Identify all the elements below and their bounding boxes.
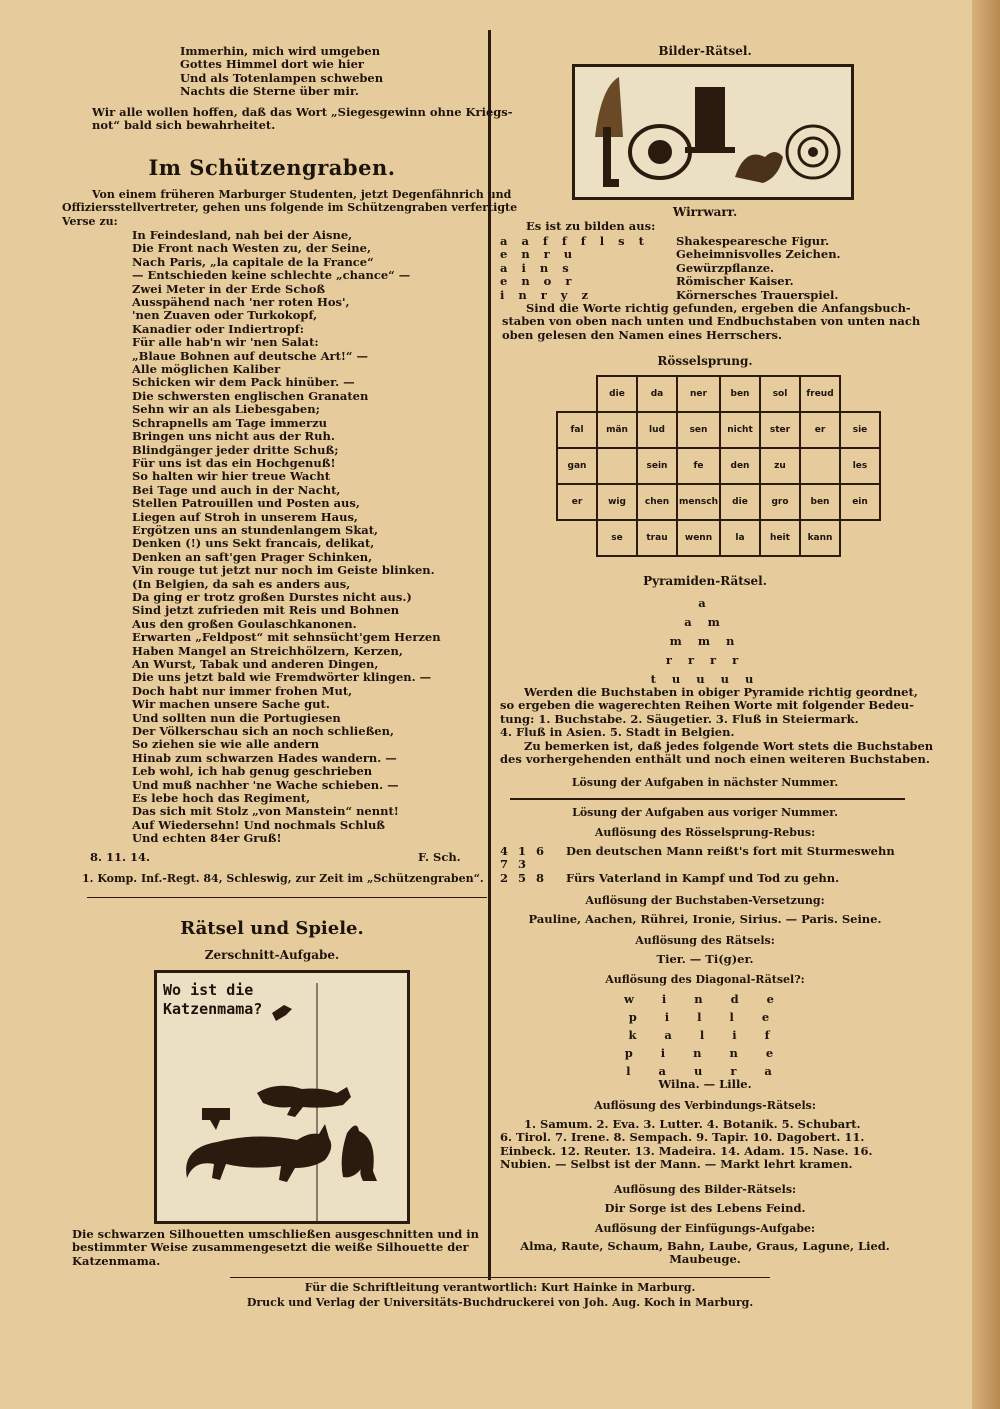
knight-cell <box>800 448 840 484</box>
knight-cell: mensch <box>677 484 720 520</box>
trench-poem-line: Die Front nach Westen zu, der Seine, <box>132 241 371 256</box>
wirr-title: Wirrwarr. <box>672 205 738 219</box>
cut-caption: Wo ist die Katzenmama? <box>163 981 263 1018</box>
sol-diag-title: Auflösung des Diagonal-Rätsel?: <box>605 973 805 986</box>
wirr-letters: e n o r <box>500 274 577 289</box>
wirr-text-line: oben gelesen den Namen eines Herrschers. <box>502 327 782 342</box>
bird-silhouette <box>272 1005 292 1021</box>
target-center <box>808 147 818 157</box>
trench-poem-line: Und muß nachher 'ne Wache schieben. — <box>132 777 399 792</box>
sol-pic: Dir Sorge ist des Lebens Feind. <box>604 1201 806 1215</box>
trench-poem-line: So ziehen sie wie alle andern <box>132 737 320 752</box>
trench-poem-line: In Feindesland, nah bei der Aisne, <box>132 228 353 242</box>
trench-title: Im Schützengraben. <box>148 155 396 180</box>
wirr-row <box>500 235 910 248</box>
pyramid-text-line: Werden die Buchstaben in obiger Pyramide richtig geordnet, <box>524 685 918 699</box>
trench-poem-line: Blindgänger jeder dritte Schuß; <box>132 442 339 457</box>
poem-date: 8. 11. 14. <box>90 850 151 864</box>
wirr-row <box>500 248 910 261</box>
wirr-meaning: Gewürzpflanze. <box>676 260 775 275</box>
knight-row <box>557 520 880 556</box>
wirr-row <box>500 262 910 275</box>
sol-insert-line: Maubeuge. <box>669 1252 741 1267</box>
sol-knight-nums: 4 1 6 <box>500 844 545 858</box>
poem-signature: F. Sch. <box>418 850 461 864</box>
top-poem <box>180 45 383 99</box>
top-poem-line: Und als Totenlampen schweben <box>180 70 384 85</box>
knight-cell: män <box>597 412 637 448</box>
footer-rule <box>230 1277 770 1278</box>
knight-cell: chen <box>637 484 677 520</box>
sol-knight-line <box>500 858 910 871</box>
cat-top-silhouette <box>257 1086 351 1117</box>
pyramid-text-line: tung: 1. Buchstabe. 2. Säugetier. 3. Fluß in Steiermark. <box>500 711 859 726</box>
sol-diag-row: p i n n e <box>624 1046 786 1060</box>
knight-cell: ner <box>677 376 720 412</box>
trench-poem-line: Schrapnells am Tage immerzu <box>132 415 327 430</box>
knight-cell: den <box>720 448 760 484</box>
wirr-letters: a a f f f l s t <box>500 234 649 248</box>
pyramid-row: r r r r <box>665 653 745 667</box>
sol-conn <box>500 1118 873 1172</box>
paper-edge <box>972 0 1000 1409</box>
sol-diag-row: w i n d e <box>623 992 786 1006</box>
trench-poem-line: Schicken wir dem Pack hinüber. — <box>132 375 355 390</box>
hat-brim <box>685 147 735 153</box>
wirr-text <box>502 302 920 342</box>
wirr-text-line: staben von oben nach unten und Endbuchstaben von unten nach <box>502 314 921 329</box>
trench-poem-line: Die uns jetzt bald wie Fremdwörter klingen. — <box>132 670 432 685</box>
knight-grid <box>556 375 881 557</box>
knight-cell: sol <box>760 376 800 412</box>
pyramid-note-line: des vorhergehenden enthält und noch einen weiteren Buchstaben. <box>500 752 930 767</box>
trench-poem-line: — Entschieden keine schlechte „chance“ — <box>132 268 411 283</box>
trench-poem-line: Doch habt nur immer frohen Mut, <box>132 683 353 698</box>
intro-line: Verse zu: <box>62 214 118 228</box>
pyramid-text-line: 4. Fluß in Asien. 5. Stadt in Belgien. <box>500 725 735 740</box>
trench-poem-line: Da ging er trotz großen Durstes nicht aus.) <box>132 589 412 604</box>
picture-riddle-title: Bilder-Rätsel. <box>658 44 752 58</box>
wirr-lead: Es ist zu bilden aus: <box>526 219 656 233</box>
wirr-row <box>500 289 910 302</box>
knight-cell: sein <box>637 448 677 484</box>
picture-riddle-figure <box>572 64 854 200</box>
knight-cell: ben <box>800 484 840 520</box>
sol-knight-nums: 7 3 <box>500 857 527 872</box>
hat-icon <box>695 87 725 147</box>
wirr-letters: i n r y z <box>500 287 594 302</box>
trench-poem-line: Die schwersten englischen Granaten <box>132 388 369 403</box>
knight-cell: nicht <box>720 412 760 448</box>
wirr-letters: a i n s <box>500 260 574 275</box>
wirr-meaning: Körnersches Trauerspiel. <box>676 287 839 302</box>
section-rule <box>87 897 487 898</box>
pyramid-text <box>500 686 933 766</box>
knight-title: Rösselsprung. <box>657 354 753 368</box>
sol-knight-text: Den deutschen Mann reißt's fort mit Sturmeswehn <box>566 844 895 858</box>
trench-poem <box>132 229 441 846</box>
trench-poem-line: Denken (!) uns Sekt francais, delikat, <box>132 536 375 551</box>
wirr-rows <box>500 235 910 302</box>
trench-poem-line: Ausspähend nach 'ner roten Hos', <box>132 295 350 310</box>
knight-cell: wenn <box>677 520 720 556</box>
knight-table <box>556 375 881 557</box>
knight-cell: sie <box>840 412 880 448</box>
trench-poem-line: Hinab zum schwarzen Hades wandern. — <box>132 750 397 765</box>
pyramid-note-line: Zu bemerken ist, daß jedes folgende Wort stets die Buchstaben <box>524 738 934 753</box>
knight-cell: die <box>597 376 637 412</box>
trench-poem-line: Stellen Patrouillen und Posten aus, <box>132 496 360 511</box>
trench-poem-line: Vin rouge tut jetzt nur noch im Geiste blinken. <box>132 563 435 578</box>
sol-insert-line: Alma, Raute, Schaum, Bahn, Laube, Graus, Lagune, Lied. <box>520 1239 890 1253</box>
trench-poem-line: Bei Tage und auch in der Nacht, <box>132 482 341 497</box>
knight-row <box>557 448 880 484</box>
cut-text-line: Die schwarzen Silhouetten umschließen ausgeschnitten und in <box>72 1227 480 1241</box>
ring-center <box>648 140 672 164</box>
solutions-title: Lösung der Aufgaben aus voriger Nummer. <box>572 806 838 819</box>
pyramid-text-line: so ergeben die wagerechten Reihen Worte mit folgender Bedeu- <box>500 698 914 713</box>
top-poem-line: Immerhin, mich wird umgeben <box>180 44 381 58</box>
knight-cell: gan <box>557 448 597 484</box>
sol-insert <box>500 1240 910 1267</box>
knight-cell: ster <box>760 412 800 448</box>
sol-diag-row: l a u r a <box>626 1064 784 1078</box>
trench-poem-line: Bringen uns nicht aus der Ruh. <box>132 429 335 444</box>
sol-conn-line: Nubien. — Selbst ist der Mann. — Markt lehrt kramen. <box>500 1157 853 1172</box>
sol-diag-answer: Wilna. — Lille. <box>658 1077 752 1091</box>
sol-riddle-title: Auflösung des Rätsels: <box>635 934 775 947</box>
pyramid-row: m m n <box>669 634 741 648</box>
unit-line: 1. Komp. Inf.-Regt. 84, Schleswig, zur Zeit im „Schützengraben“. <box>82 872 484 885</box>
wirr-letters: e n r u <box>500 247 578 262</box>
pyramid-row: a <box>698 596 712 610</box>
knight-cell: la <box>720 520 760 556</box>
sol-riddle: Tier. — Ti(g)er. <box>656 952 754 966</box>
cut-title: Zerschnitt-Aufgabe. <box>204 948 340 962</box>
wirr-meaning: Römischer Kaiser. <box>676 274 794 289</box>
sol-knight-title: Auflösung des Rösselsprung-Rebus: <box>594 826 816 839</box>
trench-poem-line: Denken an saft'gen Prager Schinken, <box>132 549 373 564</box>
trench-poem-line: Zwei Meter in der Erde Schoß <box>132 281 326 296</box>
top-poem-line: Gottes Himmel dort wie hier <box>180 57 364 72</box>
knight-cell: er <box>557 484 597 520</box>
intro-line: Von einem früheren Marburger Studenten, jetzt Degenfähnrich und <box>92 188 512 201</box>
sol-insert-title: Auflösung der Einfügungs-Aufgabe: <box>594 1222 816 1235</box>
fragment-silhouette <box>202 1108 230 1130</box>
wirr-meaning: Geheimnisvolles Zeichen. <box>676 247 841 262</box>
cut-text-line: Katzenmama. <box>72 1253 161 1268</box>
trench-poem-line: Haben Mangel an Streichhölzern, Kerzen, <box>132 643 403 658</box>
knight-cell: fe <box>677 448 720 484</box>
trench-poem-line: An Wurst, Tabak und anderen Dingen, <box>132 657 379 671</box>
trench-poem-line: (In Belgien, da sah es anders aus, <box>132 576 351 591</box>
wirr-meaning: Shakespearesche Figur. <box>676 234 830 248</box>
cut-text-line: bestimmter Weise zusammengesetzt die weiße Silhouette der <box>72 1240 469 1255</box>
footer-printer: Druck und Verlag der Universitäts-Buchdruckerei von Joh. Aug. Koch in Marburg. <box>246 1296 754 1309</box>
sol-knight-line <box>500 845 910 858</box>
knight-cell <box>840 376 880 412</box>
sol-diag-row: p i l l e <box>628 1010 782 1024</box>
trench-poem-line: Für uns ist das ein Hochgenuß! <box>132 455 336 470</box>
trench-poem-line: 'nen Zuaven oder Turkokopf, <box>132 308 318 323</box>
wirr-row <box>500 275 910 288</box>
trench-poem-line: Sehn wir an als Liebesgaben; <box>132 402 320 417</box>
sol-knight-lines <box>500 845 910 885</box>
sol-letters: Pauline, Aachen, Rührei, Ironie, Sirius. — Paris. Seine. <box>528 912 882 926</box>
knight-cell: heit <box>760 520 800 556</box>
games-title: Rätsel und Spiele. <box>180 918 364 939</box>
trench-poem-line: „Blaue Bohnen auf deutsche Art!“ — <box>132 348 369 363</box>
solutions-rule <box>510 798 905 800</box>
sol-pic-title: Auflösung des Bilder-Rätsels: <box>613 1183 797 1196</box>
knight-cell: les <box>840 448 880 484</box>
knight-row <box>557 376 880 412</box>
knight-cell: zu <box>760 448 800 484</box>
cat-silhouettes <box>157 973 407 1221</box>
cat-sitting-silhouette <box>342 1125 377 1181</box>
pyramid-row: a m <box>684 615 726 629</box>
next-issue-note: Lösung der Aufgaben in nächster Nummer. <box>571 776 839 789</box>
trench-intro <box>62 188 518 228</box>
trench-poem-line: Nach Paris, „la capitale de la France“ <box>132 254 374 269</box>
knight-cell <box>557 376 597 412</box>
sol-knight-line <box>500 872 910 885</box>
sol-conn-title: Auflösung des Verbindungs-Rätsels: <box>594 1099 816 1112</box>
trench-poem-line: Der Völkerschau sich an noch schließen, <box>132 724 394 739</box>
sol-conn-line: 1. Samum. 2. Eva. 3. Lutter. 4. Botanik. 5. Schubart. <box>524 1117 861 1131</box>
knight-cell <box>840 520 880 556</box>
knight-cell: er <box>800 412 840 448</box>
trench-poem-line: Es lebe hoch das Regiment, <box>132 791 311 806</box>
duck-icon <box>735 152 783 183</box>
sol-diag-rows <box>500 990 910 1080</box>
trench-poem-line: So halten wir hier treue Wacht <box>132 469 331 484</box>
footer-editor: Für die Schriftleitung verantwortlich: Kurt Hainke in Marburg. <box>304 1281 696 1294</box>
trench-poem-line: Ergötzen uns an stundenlangem Skat, <box>132 522 379 537</box>
knight-cell: wig <box>597 484 637 520</box>
pyramid-row: t u u u u <box>650 672 760 686</box>
cat-large-silhouette <box>186 1124 331 1182</box>
pyramid-title: Pyramiden-Rätsel. <box>643 574 767 588</box>
knight-cell: ein <box>840 484 880 520</box>
pyramid-rows <box>500 594 910 689</box>
cut-text <box>72 1228 479 1268</box>
knight-cell: fal <box>557 412 597 448</box>
knight-cell: gro <box>760 484 800 520</box>
trench-poem-line: Wir machen unsere Sache gut. <box>132 697 330 712</box>
knight-cell: ben <box>720 376 760 412</box>
sol-knight-nums: 2 5 8 <box>500 870 545 885</box>
trench-poem-line: Erwarten „Feldpost“ mit sehnsücht'gem Herzen <box>132 630 441 645</box>
trench-poem-line: Aus den großen Goulaschkanonen. <box>132 616 357 631</box>
trench-poem-line: Alle möglichen Kaliber <box>132 362 281 377</box>
hope-line: not“ bald sich bewahrheitet. <box>92 118 276 133</box>
trench-poem-line: Auf Wiedersehn! Und nochmals Schluß <box>132 817 386 832</box>
knight-cell: freud <box>800 376 840 412</box>
wirr-text-line: Sind die Worte richtig gefunden, ergeben die Anfangsbuch- <box>526 301 911 315</box>
knight-cell: se <box>597 520 637 556</box>
trench-poem-line: Und echten 84er Gruß! <box>132 831 282 846</box>
trench-poem-line: Sind jetzt zufrieden mit Reis und Bohnen <box>132 603 400 618</box>
knight-cell: sen <box>677 412 720 448</box>
knight-row <box>557 484 880 520</box>
sol-conn-line: Einbeck. 12. Reuter. 13. Madeira. 14. Adam. 15. Nase. 16. <box>500 1143 873 1158</box>
rebus-drawing <box>575 67 851 197</box>
knight-cell: die <box>720 484 760 520</box>
trench-poem-line: Und sollten nun die Portugiesen <box>132 710 341 725</box>
knight-cell: trau <box>637 520 677 556</box>
sol-conn-line: 6. Tirol. 7. Irene. 8. Sempach. 9. Tapir. 10. Dagobert. 11. <box>500 1130 865 1145</box>
knight-cell: da <box>637 376 677 412</box>
sol-knight-text: Fürs Vaterland in Kampf und Tod zu gehn. <box>566 870 840 885</box>
hope-paragraph <box>92 106 513 133</box>
trench-poem-line: Leb wohl, ich hab genug geschrieben <box>132 764 373 779</box>
trench-poem-line: Kanadier oder Indiertropf: <box>132 321 304 336</box>
trench-poem-line: Das sich mit Stolz „von Manstein“ nennt! <box>132 804 399 819</box>
knight-cell <box>557 520 597 556</box>
trench-poem-line: Für alle hab'n wir 'nen Salat: <box>132 335 319 350</box>
hope-line: Wir alle wollen hoffen, daß das Wort „Siegesgewinn ohne Kriegs- <box>92 105 513 119</box>
knight-row <box>557 412 880 448</box>
cut-puzzle-figure <box>154 970 410 1224</box>
sol-letters-title: Auflösung der Buchstaben-Versetzung: <box>585 894 825 907</box>
knight-cell: lud <box>637 412 677 448</box>
trench-poem-line: Liegen auf Stroh in unserem Haus, <box>132 509 358 524</box>
knight-cell <box>597 448 637 484</box>
intro-line: Offiziersstellvertreter, gehen uns folgende im Schützengraben verfertigte <box>62 201 518 215</box>
top-poem-line: Nachts die Sterne über mir. <box>180 84 359 99</box>
sol-diag-row: k a l i f <box>628 1028 782 1042</box>
knight-cell: kann <box>800 520 840 556</box>
